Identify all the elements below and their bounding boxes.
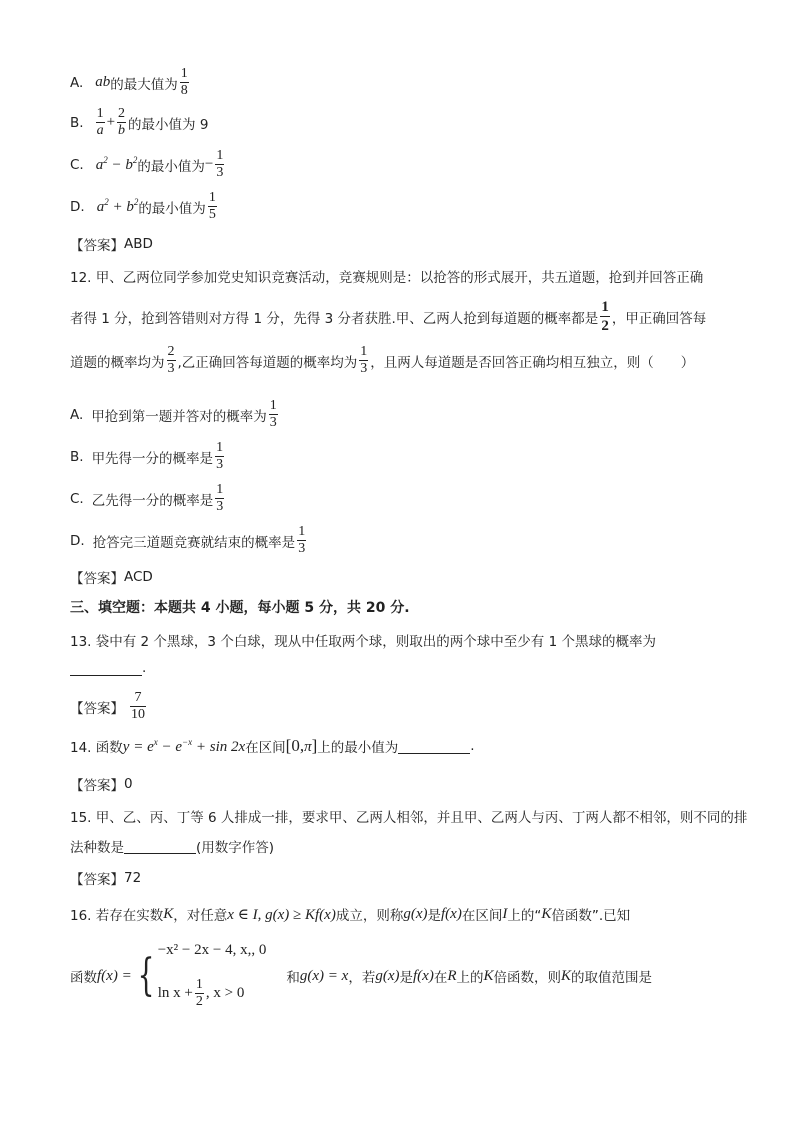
question-text: (用数字作答) (196, 840, 275, 856)
answer-tag: 【答案】 (70, 700, 124, 717)
fraction (130, 690, 146, 723)
option-label: D. (70, 532, 85, 549)
fraction (96, 106, 105, 139)
math-expr: K (163, 905, 174, 922)
question-text: 是 (399, 970, 413, 986)
fraction-denominator: a (96, 123, 104, 138)
question-text: 14. 函数 (70, 740, 123, 756)
piecewise-case-2 (158, 977, 267, 1010)
question-text: 上的 (456, 970, 484, 986)
fraction (180, 66, 189, 99)
math-expr: $a^2 - b^2$ (95, 155, 138, 173)
fraction-numerator: 1 (96, 106, 104, 121)
answer-blank (398, 739, 470, 754)
fraction (167, 344, 176, 377)
option-text: 的最小值为 (138, 200, 206, 217)
q14-answer (70, 774, 133, 794)
fraction-numerator: 1 (360, 344, 368, 359)
fraction (215, 482, 224, 515)
math-expr: x ∈ I, g(x) ≥ Kf(x) (227, 906, 336, 923)
math-expr: I (502, 905, 508, 922)
q11-option-d (70, 190, 219, 223)
answer-tag: 【答案】 (70, 778, 124, 794)
option-label: A. (70, 74, 84, 91)
option-text: 抢答完三道题竞赛就结束的概率是 (92, 534, 296, 551)
question-text: ,乙正确回答每道题的概率均为 (177, 354, 358, 371)
fraction-denominator: 3 (216, 499, 224, 514)
q16-stem-line2 (70, 940, 652, 1012)
fraction (208, 190, 217, 223)
math-expr: R (447, 967, 457, 984)
question-text: 是 (427, 908, 441, 924)
fraction-numerator: 1 (601, 299, 609, 315)
q12-answer (70, 567, 153, 587)
q12-stem-line2 (70, 298, 706, 335)
fraction-denominator: 3 (216, 165, 224, 180)
fraction-denominator: 3 (167, 361, 175, 376)
question-text: 和 (286, 970, 300, 986)
option-text: 甲抢到第一题并答对的概率为 (91, 408, 267, 425)
q15-answer (70, 868, 141, 888)
math-expr: $y = e^x - e^{-x} + \sin 2x$ (122, 736, 246, 755)
q12-stem-line1 (70, 266, 703, 286)
q12-stem-line3 (70, 344, 694, 377)
fraction-numerator: 1 (269, 398, 277, 413)
option-label: C. (70, 156, 84, 173)
question-text: 上的最小值为 (317, 740, 399, 756)
question-text: ，甲正确回答每 (611, 310, 707, 327)
fraction-denominator: 3 (269, 415, 277, 430)
question-text: 道题的概率均为 (70, 354, 165, 371)
fraction-numerator: 1 (195, 977, 203, 992)
fraction (117, 106, 126, 139)
q12-option-c (70, 482, 226, 515)
q11-option-c (70, 148, 226, 181)
answer-blank (124, 839, 196, 854)
q16-stem-line1 (70, 904, 630, 924)
fraction-numerator: 1 (298, 524, 306, 539)
fraction-denominator: 2 (195, 994, 203, 1009)
option-text: 乙先得一分的概率是 (91, 492, 214, 509)
fraction (600, 298, 610, 335)
option-label: B. (70, 448, 84, 465)
q12-option-b (70, 440, 226, 473)
math-expr: ab (95, 74, 111, 90)
fraction-numerator: 1 (216, 482, 224, 497)
math-expr: g(x) (375, 967, 400, 984)
fraction (215, 440, 224, 473)
question-text: ，且两人每道题是否回答正确均相互独立，则（ ） (370, 354, 695, 371)
math-operator: − (204, 156, 214, 172)
brace-icon: { (137, 950, 155, 1001)
question-text: ，若 (348, 970, 376, 986)
question-text: 上的“ (507, 908, 542, 924)
fraction-denominator: 8 (180, 83, 188, 98)
q14-stem: 14. 函数 $y = e^x - e^{-x} + \sin 2x$ 在区间 [0,π] 上的最小值为 . (70, 736, 475, 756)
piecewise-cases (158, 942, 267, 1010)
option-text: 的最小值为 9 (128, 116, 209, 133)
q13-stem (70, 630, 656, 650)
answer-value: 0 (124, 776, 133, 792)
math-expr: K (483, 967, 494, 984)
question-text: 倍函数”.已知 (551, 908, 631, 924)
math-expr: f(x) = (97, 967, 132, 984)
answer-tag: 【答案】 (70, 238, 124, 254)
math-expr: $a^2 + b^2$ (96, 197, 139, 215)
fraction-denominator: 3 (216, 457, 224, 472)
q12-option-d (70, 524, 308, 557)
fraction-denominator: b (118, 123, 126, 138)
option-text: 的最大值为 (110, 76, 178, 93)
piecewise-case-1: −x² − 2x − 4, x,, 0 (157, 942, 267, 958)
q15-stem-line1 (70, 806, 747, 826)
q15-stem-line2 (70, 836, 274, 856)
fraction-numerator: 1 (208, 190, 216, 205)
question-text: 成立，则称 (335, 908, 404, 924)
answer-value: 72 (124, 870, 142, 886)
fraction-numerator: 1 (216, 148, 224, 163)
math-expr: K (541, 905, 552, 922)
fraction-numerator: 1 (216, 440, 224, 455)
fraction-denominator: 2 (601, 318, 609, 334)
section-heading (70, 597, 410, 617)
question-text: ，对任意 (173, 908, 228, 924)
option-text: 的最小值为 (137, 158, 205, 175)
question-text: 倍函数，则 (493, 970, 562, 986)
option-label: B. (70, 114, 84, 131)
fraction-numerator: 2 (118, 106, 126, 121)
fraction-numerator: 2 (167, 344, 175, 359)
fraction-denominator: 3 (298, 541, 306, 556)
option-label: D. (70, 198, 85, 215)
q11-option-a (70, 66, 191, 99)
math-expr: K (561, 967, 572, 984)
option-label: A. (70, 406, 84, 423)
q13-answer (70, 690, 148, 723)
question-text: 在 (433, 970, 448, 986)
math-interval: [0,π] (285, 736, 318, 755)
question-text: 在区间 (461, 908, 503, 924)
question-text: 在区间 (245, 740, 286, 756)
option-text: 甲先得一分的概率是 (91, 450, 214, 467)
fraction (297, 524, 306, 557)
case-expr: ln x + (157, 985, 193, 1001)
answer-tag: 【答案】 (70, 872, 124, 888)
q12-option-a (70, 398, 280, 431)
option-label: C. (70, 490, 84, 507)
question-text: 15. 甲、乙、丙、丁等 6 人排成一排，要求甲、乙两人相邻，并且甲、乙两人与丙、丁两人都不相邻，则不同的排 (70, 810, 748, 826)
fraction-denominator: 10 (131, 707, 145, 722)
question-text: 的取值范围是 (571, 970, 653, 986)
question-text: 函数 (70, 970, 97, 986)
math-expr: g(x) = x (299, 967, 349, 984)
answer-value: ABD (124, 236, 153, 252)
answer-tag: 【答案】 (70, 571, 124, 587)
math-expr: f(x) (441, 905, 462, 922)
fraction-denominator: 3 (360, 361, 368, 376)
q11-answer (70, 234, 153, 254)
section-title: 三、填空题：本题共 4 小题，每小题 5 分，共 20 分. (70, 600, 410, 616)
math-operator: + (106, 114, 116, 130)
question-text: 者得 1 分，抢到答错则对方得 1 分，先得 3 分者获胜.甲、乙两人抢到每道题的概率都是 (70, 310, 599, 327)
fraction (269, 398, 278, 431)
math-expr: f(x) (413, 967, 434, 984)
q11-option-b (70, 106, 208, 139)
answer-blank (70, 661, 142, 676)
question-text: 法种数是 (70, 840, 124, 856)
answer-value: ACD (124, 569, 153, 585)
question-text: 12. 甲、乙两位同学参加党史知识竞赛活动，竞赛规则是：以抢答的形式展开，共五道题，抢到并回答正确 (70, 270, 704, 286)
fraction (359, 344, 368, 377)
fraction (195, 977, 204, 1010)
fraction-numerator: 7 (134, 690, 142, 705)
math-expr: g(x) (403, 905, 428, 922)
question-text: 13. 袋中有 2 个黑球，3 个白球，现从中任取两个球，则取出的两个球中至少有 1 个黑球的概率为 (70, 634, 656, 650)
q13-blank-line: . (70, 660, 146, 676)
fraction-numerator: 1 (180, 66, 188, 81)
question-text: 16. 若存在实数 (70, 908, 164, 924)
fraction-denominator: 5 (208, 207, 216, 222)
fraction (215, 148, 224, 181)
case-condition: , x > 0 (205, 985, 245, 1001)
